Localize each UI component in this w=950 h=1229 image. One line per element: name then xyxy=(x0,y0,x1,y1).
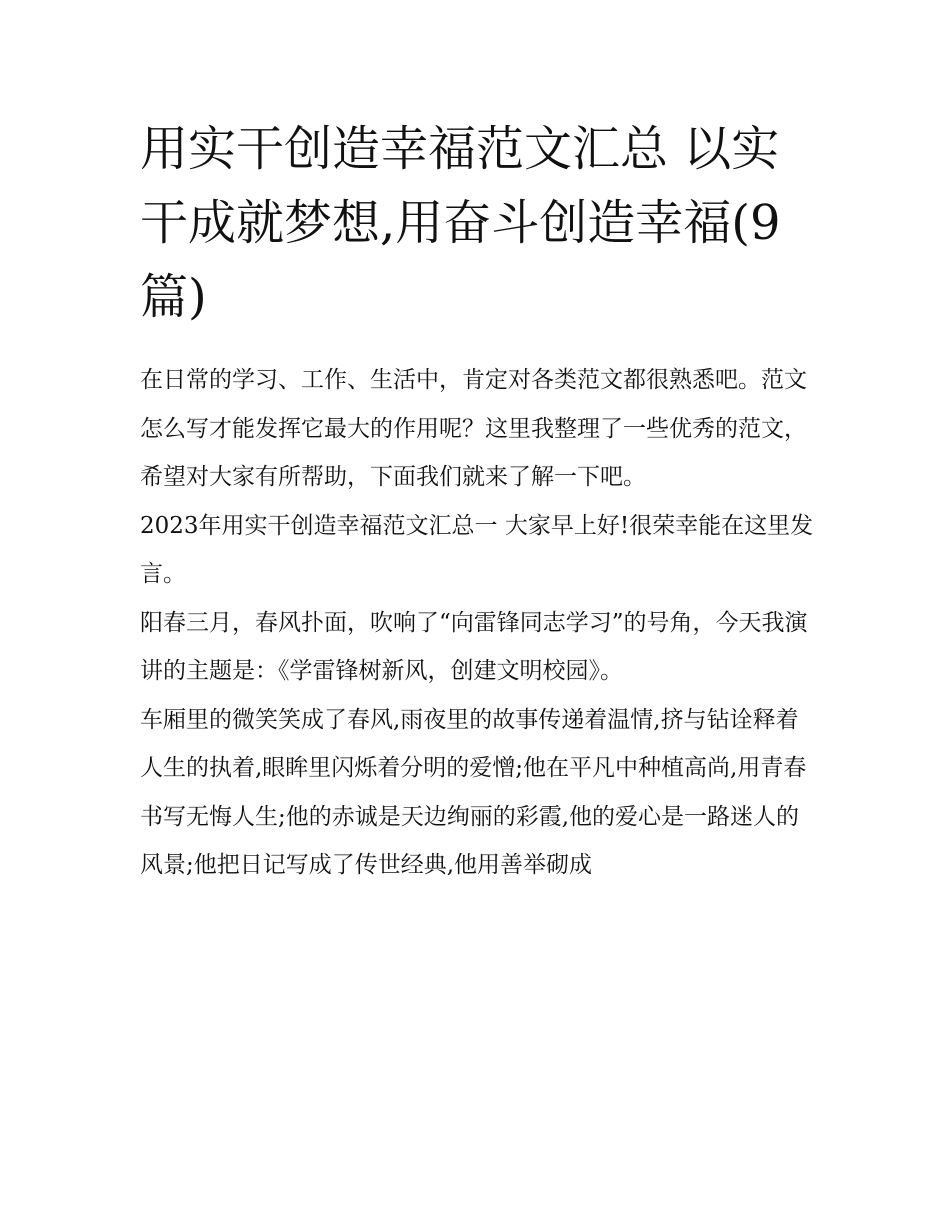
paragraph-speech-topic: 阳春三月，春风扑面，吹响了“向雷锋同志学习”的号角，今天我演讲的主题是：《学雷锋树新风，创建文明校园》。 xyxy=(140,609,808,684)
document-body xyxy=(140,356,820,890)
document-title: 用实干创造幸福范文汇总 以实干成就梦想,用奋斗创造幸福(9篇) xyxy=(140,121,781,325)
paragraph-greeting: 2023年用实干创造幸福范文汇总一 大家早上好!很荣幸能在这里发言。 xyxy=(140,512,814,587)
paragraph-intro: 在日常的学习、工作、生活中，肯定对各类范文都很熟悉吧。范文怎么写才能发挥它最大的作用呢？这里我整理了一些优秀的范文，希望对大家有所帮助，下面我们就来了解一下吧。 xyxy=(140,367,807,490)
paragraph-lei-feng: 车厢里的微笑笑成了春风,雨夜里的故事传递着温情,挤与钻诠释着人生的执着,眼眸里闪烁着分明的爱憎;他在平凡中种植高尚,用青春书写无悔人生;他的赤诚是天边绚丽的彩霞,他的爱心是一路迷人的风景;他把日记写成了传世经典,他用善举砌成 xyxy=(140,706,807,878)
